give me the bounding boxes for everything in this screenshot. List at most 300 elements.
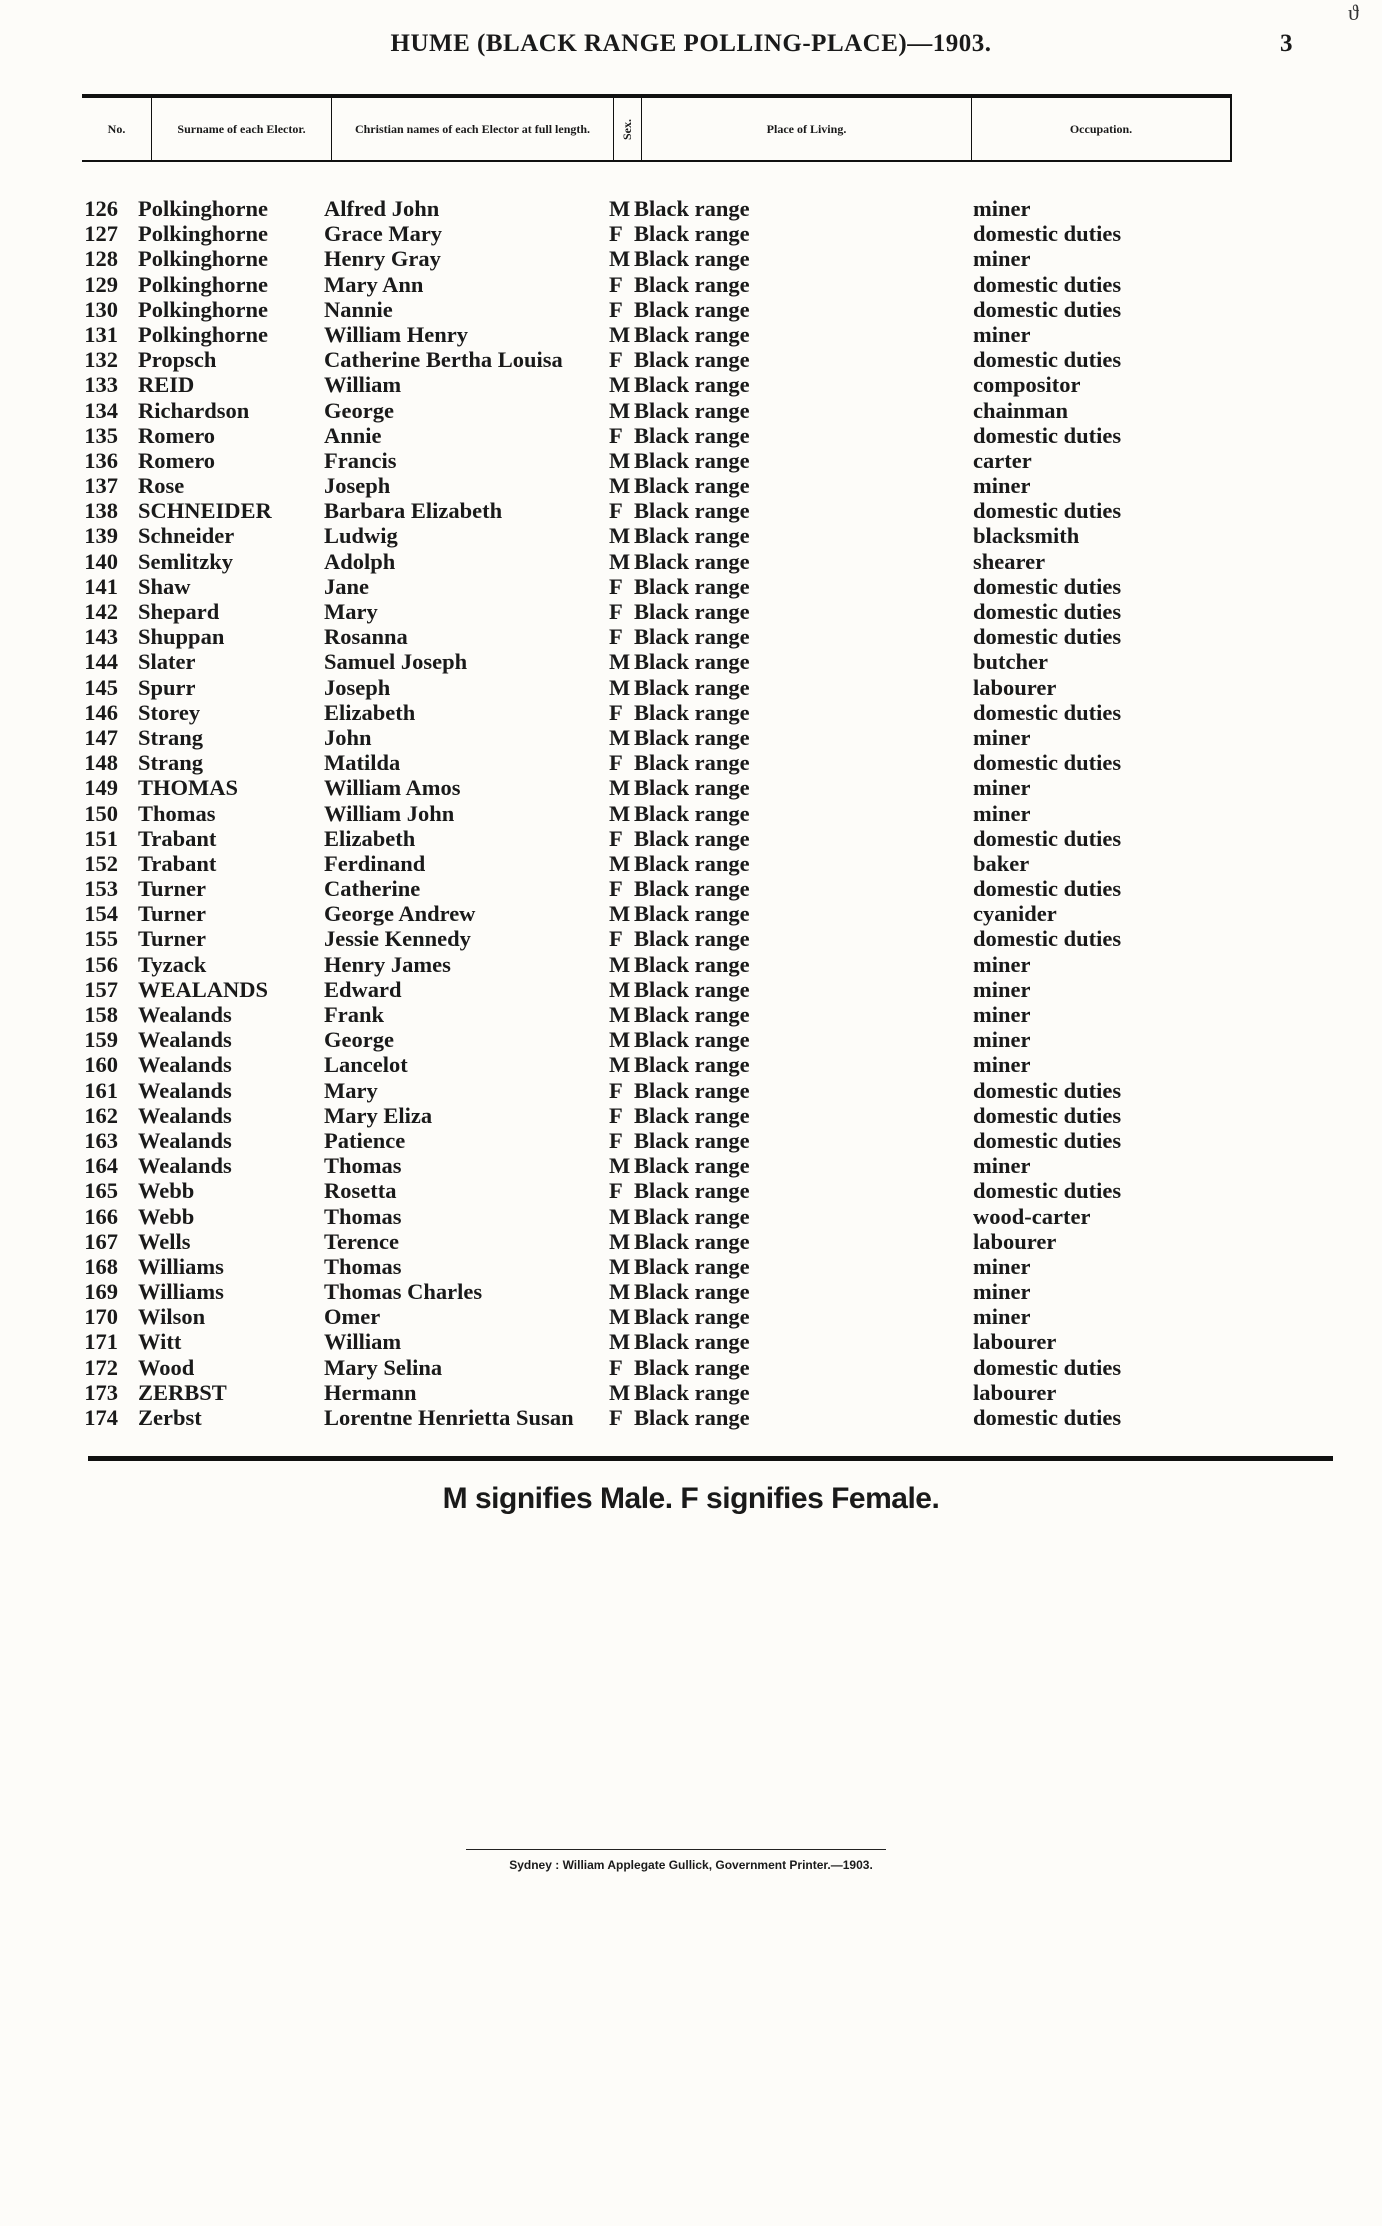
cell-christian: Adolph — [324, 548, 396, 574]
cell-surname: Polkinghorne — [138, 271, 269, 297]
cell-place: Black range — [634, 271, 750, 297]
cell-sex: F — [609, 926, 623, 952]
corner-mark: ϑ — [1348, 0, 1359, 25]
cell-occupation: domestic duties — [973, 876, 1122, 902]
cell-christian: Hermann — [324, 1379, 417, 1405]
cell-place: Black range — [634, 548, 750, 574]
cell-no: 153 — [84, 876, 118, 902]
cell-no: 167 — [84, 1228, 118, 1254]
cell-occupation: miner — [973, 1279, 1031, 1305]
cell-occupation: miner — [973, 246, 1031, 272]
cell-no: 156 — [84, 951, 118, 977]
cell-place: Black range — [634, 573, 750, 599]
cell-occupation: blacksmith — [973, 523, 1080, 549]
cell-occupation: domestic duties — [973, 498, 1122, 524]
cell-surname: Shaw — [138, 573, 191, 599]
cell-sex: M — [609, 372, 631, 398]
cell-surname: Polkinghorne — [138, 321, 269, 347]
cell-occupation: domestic duties — [973, 599, 1122, 624]
cell-sex: F — [609, 599, 623, 624]
cell-place: Black range — [634, 246, 750, 272]
cell-sex: M — [609, 649, 631, 675]
cell-sex: M — [609, 1027, 631, 1053]
cell-christian: Rosanna — [324, 624, 408, 650]
cell-surname: Propsch — [138, 347, 217, 373]
cell-surname: Trabant — [138, 850, 217, 876]
cell-place: Black range — [634, 976, 750, 1002]
cell-place: Black range — [634, 1052, 750, 1078]
cell-no: 140 — [84, 548, 118, 574]
cell-place: Black range — [634, 1304, 750, 1330]
cell-no: 129 — [84, 271, 118, 297]
cell-occupation: chainman — [973, 397, 1069, 423]
cell-sex: F — [609, 498, 623, 524]
cell-christian: Thomas — [324, 1153, 402, 1179]
cell-place: Black range — [634, 1279, 750, 1305]
cell-surname: Strang — [138, 724, 204, 750]
cell-surname: Wood — [138, 1354, 195, 1380]
header-sex — [614, 98, 642, 160]
cell-surname: Turner — [138, 876, 206, 902]
cell-place: Black range — [634, 724, 750, 750]
cell-surname: Zerbst — [138, 1405, 202, 1430]
cell-sex: F — [609, 876, 623, 902]
cell-no: 166 — [84, 1203, 118, 1229]
cell-place: Black range — [634, 775, 750, 801]
cell-christian: William Amos — [324, 775, 461, 801]
cell-occupation: carter — [973, 447, 1032, 473]
cell-sex: M — [609, 1329, 631, 1355]
cell-place: Black range — [634, 699, 750, 725]
cell-surname: Semlitzky — [138, 548, 233, 574]
cell-sex: F — [609, 1077, 623, 1103]
cell-occupation: domestic duties — [973, 422, 1122, 448]
cell-no: 130 — [84, 296, 118, 322]
cell-no: 152 — [84, 850, 118, 876]
cell-no: 142 — [84, 599, 118, 624]
cell-place: Black range — [634, 1077, 750, 1103]
cell-sex: M — [609, 523, 631, 549]
cell-place: Black range — [634, 422, 750, 448]
cell-occupation: miner — [973, 800, 1031, 826]
cell-place: Black range — [634, 1354, 750, 1380]
cell-occupation: compositor — [973, 372, 1081, 398]
cell-occupation: labourer — [973, 1379, 1057, 1405]
cell-no: 157 — [84, 976, 118, 1002]
cell-sex: F — [609, 296, 623, 322]
cell-sex: M — [609, 1379, 631, 1405]
cell-occupation: domestic duties — [973, 825, 1122, 851]
cell-place: Black range — [634, 296, 750, 322]
cell-place: Black range — [634, 800, 750, 826]
cell-no: 128 — [84, 246, 118, 272]
cell-no: 170 — [84, 1304, 118, 1330]
cell-no: 132 — [84, 347, 118, 373]
cell-place: Black range — [634, 649, 750, 675]
cell-sex: F — [609, 573, 623, 599]
cell-place: Black range — [634, 473, 750, 499]
cell-place: Black range — [634, 1253, 750, 1279]
cell-surname: Wealands — [138, 1052, 232, 1078]
cell-no: 137 — [84, 473, 118, 499]
cell-no: 127 — [84, 221, 118, 247]
cell-place: Black range — [634, 1228, 750, 1254]
cell-christian: Joseph — [324, 674, 391, 700]
header-surname: Surname of each Elector. — [152, 98, 332, 160]
cell-place: Black range — [634, 1405, 750, 1430]
cell-christian: Grace Mary — [324, 221, 443, 247]
cell-sex: F — [609, 422, 623, 448]
cell-sex: M — [609, 674, 631, 700]
cell-christian: Annie — [324, 422, 382, 448]
cell-no: 173 — [84, 1379, 118, 1405]
cell-sex: F — [609, 347, 623, 373]
cell-surname: SCHNEIDER — [138, 498, 272, 524]
cell-surname: Witt — [138, 1329, 182, 1355]
header-sex-label: Sex. — [620, 118, 634, 140]
cell-occupation: miner — [973, 724, 1031, 750]
cell-christian: Barbara Elizabeth — [324, 498, 503, 524]
cell-occupation: domestic duties — [973, 1405, 1122, 1430]
cell-surname: Thomas — [138, 800, 216, 826]
cell-surname: Schneider — [138, 523, 235, 549]
cell-surname: Turner — [138, 926, 206, 952]
cell-place: Black range — [634, 196, 750, 221]
cell-surname: Richardson — [138, 397, 250, 423]
cell-sex: M — [609, 1052, 631, 1078]
cell-sex: M — [609, 850, 631, 876]
cell-sex: M — [609, 246, 631, 272]
cell-occupation: labourer — [973, 674, 1057, 700]
cell-no: 168 — [84, 1253, 118, 1279]
cell-no: 149 — [84, 775, 118, 801]
cell-occupation: miner — [973, 976, 1031, 1002]
cell-occupation: domestic duties — [973, 1178, 1122, 1204]
cell-place: Black range — [634, 750, 750, 776]
cell-sex: F — [609, 624, 623, 650]
cell-no: 174 — [84, 1405, 118, 1430]
cell-sex: M — [609, 951, 631, 977]
cell-surname: Webb — [138, 1178, 195, 1204]
cell-occupation: domestic duties — [973, 296, 1122, 322]
cell-christian: George — [324, 397, 394, 423]
sex-legend: M signifies Male. F signifies Female. — [442, 1482, 940, 1515]
cell-sex: M — [609, 1253, 631, 1279]
cell-place: Black range — [634, 1027, 750, 1053]
cell-christian: Alfred John — [324, 196, 440, 221]
cell-christian: Samuel Joseph — [324, 649, 468, 675]
cell-christian: Mary — [324, 1077, 378, 1103]
cell-christian: Lancelot — [324, 1052, 408, 1078]
cell-occupation: miner — [973, 1253, 1031, 1279]
cell-surname: Polkinghorne — [138, 296, 269, 322]
cell-sex: M — [609, 397, 631, 423]
cell-occupation: wood-carter — [973, 1203, 1091, 1229]
cell-surname: Webb — [138, 1203, 195, 1229]
header-occupation: Occupation. — [972, 98, 1232, 160]
cell-sex: F — [609, 1102, 623, 1128]
cell-christian: Lorentne Henrietta Susan — [324, 1405, 574, 1430]
cell-surname: ZERBST — [138, 1379, 227, 1405]
cell-christian: William — [324, 372, 402, 398]
cell-sex: M — [609, 976, 631, 1002]
cell-place: Black range — [634, 1379, 750, 1405]
cell-occupation: baker — [973, 850, 1030, 876]
cell-occupation: domestic duties — [973, 347, 1122, 373]
cell-no: 165 — [84, 1178, 118, 1204]
cell-surname: Wealands — [138, 1027, 232, 1053]
header-christian-names: Christian names of each Elector at full length. — [332, 98, 614, 160]
cell-christian: William Henry — [324, 321, 468, 347]
cell-place: Black range — [634, 523, 750, 549]
cell-surname: Polkinghorne — [138, 196, 269, 221]
cell-christian: Jessie Kennedy — [324, 926, 471, 952]
cell-christian: William — [324, 1329, 402, 1355]
cell-place: Black range — [634, 599, 750, 624]
cell-no: 169 — [84, 1279, 118, 1305]
cell-christian: Edward — [324, 976, 402, 1002]
cell-place: Black range — [634, 951, 750, 977]
cell-occupation: domestic duties — [973, 573, 1122, 599]
cell-christian: Henry Gray — [324, 246, 441, 272]
cell-sex: F — [609, 750, 623, 776]
cell-place: Black range — [634, 674, 750, 700]
cell-christian: Mary Ann — [324, 271, 424, 297]
cell-occupation: domestic duties — [973, 750, 1122, 776]
cell-surname: Wells — [138, 1228, 191, 1254]
cell-christian: Thomas Charles — [324, 1279, 483, 1305]
cell-occupation: miner — [973, 1052, 1031, 1078]
cell-sex: M — [609, 724, 631, 750]
cell-surname: Tyzack — [138, 951, 207, 977]
cell-place: Black range — [634, 372, 750, 398]
cell-no: 136 — [84, 447, 118, 473]
cell-surname: Turner — [138, 901, 206, 927]
printer-rule — [466, 1849, 886, 1850]
cell-sex: M — [609, 800, 631, 826]
cell-surname: Wealands — [138, 1077, 232, 1103]
cell-sex: F — [609, 1127, 623, 1153]
cell-christian: Catherine — [324, 876, 421, 902]
cell-surname: Romero — [138, 422, 216, 448]
cell-christian: George Andrew — [324, 901, 476, 927]
cell-surname: Wilson — [138, 1304, 206, 1330]
cell-christian: Ferdinand — [324, 850, 426, 876]
cell-place: Black range — [634, 397, 750, 423]
header-no: No. — [82, 98, 152, 160]
cell-place: Black range — [634, 1127, 750, 1153]
cell-christian: Mary Selina — [324, 1354, 443, 1380]
cell-occupation: miner — [973, 321, 1031, 347]
cell-no: 143 — [84, 624, 118, 650]
cell-christian: William John — [324, 800, 455, 826]
cell-surname: Slater — [138, 649, 196, 675]
cell-occupation: miner — [973, 196, 1031, 221]
cell-occupation: cyanider — [973, 901, 1057, 927]
cell-surname: Wealands — [138, 1102, 232, 1128]
cell-no: 135 — [84, 422, 118, 448]
cell-christian: Elizabeth — [324, 699, 416, 725]
cell-sex: M — [609, 321, 631, 347]
cell-occupation: shearer — [973, 548, 1046, 574]
cell-sex: M — [609, 548, 631, 574]
cell-place: Black range — [634, 624, 750, 650]
table-header — [82, 94, 1232, 162]
cell-occupation: labourer — [973, 1329, 1057, 1355]
bottom-rule — [88, 1456, 1333, 1461]
cell-surname: Williams — [138, 1253, 224, 1279]
cell-place: Black range — [634, 1153, 750, 1179]
cell-occupation: domestic duties — [973, 1354, 1122, 1380]
cell-place: Black range — [634, 1203, 750, 1229]
cell-no: 147 — [84, 724, 118, 750]
cell-place: Black range — [634, 1002, 750, 1027]
cell-surname: REID — [138, 372, 195, 398]
cell-occupation: miner — [973, 951, 1031, 977]
cell-no: 148 — [84, 750, 118, 776]
cell-no: 155 — [84, 926, 118, 952]
cell-no: 139 — [84, 523, 118, 549]
cell-surname: Williams — [138, 1279, 224, 1305]
cell-surname: THOMAS — [138, 775, 239, 801]
cell-place: Black range — [634, 876, 750, 902]
cell-place: Black range — [634, 321, 750, 347]
cell-sex: M — [609, 473, 631, 499]
cell-occupation: butcher — [973, 649, 1048, 675]
cell-place: Black range — [634, 850, 750, 876]
cell-occupation: miner — [973, 1153, 1031, 1179]
cell-occupation: domestic duties — [973, 624, 1122, 650]
cell-no: 133 — [84, 372, 118, 398]
cell-sex: M — [609, 196, 631, 221]
cell-christian: Mary Eliza — [324, 1102, 433, 1128]
cell-christian: Jane — [324, 573, 369, 599]
cell-occupation: domestic duties — [973, 1102, 1122, 1128]
cell-christian: Thomas — [324, 1203, 402, 1229]
cell-sex: M — [609, 1279, 631, 1305]
cell-no: 158 — [84, 1002, 118, 1027]
cell-occupation: miner — [973, 1002, 1031, 1027]
cell-sex: M — [609, 901, 631, 927]
cell-surname: Polkinghorne — [138, 246, 269, 272]
cell-place: Black range — [634, 926, 750, 952]
cell-no: 172 — [84, 1354, 118, 1380]
cell-occupation: labourer — [973, 1228, 1057, 1254]
cell-occupation: miner — [973, 473, 1031, 499]
cell-surname: Wealands — [138, 1002, 232, 1027]
cell-surname: Wealands — [138, 1153, 232, 1179]
cell-no: 159 — [84, 1027, 118, 1053]
cell-sex: M — [609, 1228, 631, 1254]
cell-christian: Catherine Bertha Louisa — [324, 347, 563, 373]
cell-place: Black range — [634, 825, 750, 851]
cell-no: 160 — [84, 1052, 118, 1078]
cell-christian: Francis — [324, 447, 397, 473]
cell-occupation: domestic duties — [973, 1127, 1122, 1153]
cell-place: Black range — [634, 1329, 750, 1355]
cell-sex: M — [609, 775, 631, 801]
cell-surname: Rose — [138, 473, 185, 499]
cell-sex: F — [609, 221, 623, 247]
cell-occupation: miner — [973, 1304, 1031, 1330]
cell-sex: F — [609, 1405, 623, 1430]
cell-surname: Storey — [138, 699, 201, 725]
cell-surname: Shuppan — [138, 624, 225, 650]
cell-no: 171 — [84, 1329, 118, 1355]
cell-surname: Romero — [138, 447, 216, 473]
cell-occupation: domestic duties — [973, 926, 1122, 952]
page-title: HUME (BLACK RANGE POLLING-PLACE)—1903. — [390, 30, 992, 57]
cell-no: 134 — [84, 397, 118, 423]
cell-place: Black range — [634, 347, 750, 373]
cell-christian: Thomas — [324, 1253, 402, 1279]
cell-sex: F — [609, 699, 623, 725]
cell-surname: Wealands — [138, 1127, 232, 1153]
cell-christian: Elizabeth — [324, 825, 416, 851]
cell-surname: Spurr — [138, 674, 196, 700]
printer-imprint: Sydney : William Applegate Gullick, Government Printer.—1903. — [509, 1858, 873, 1872]
cell-occupation: domestic duties — [973, 699, 1122, 725]
cell-no: 163 — [84, 1127, 118, 1153]
cell-christian: Joseph — [324, 473, 391, 499]
cell-surname: Strang — [138, 750, 204, 776]
cell-no: 162 — [84, 1102, 118, 1128]
cell-sex: M — [609, 447, 631, 473]
cell-christian: John — [324, 724, 372, 750]
cell-place: Black range — [634, 447, 750, 473]
cell-place: Black range — [634, 1102, 750, 1128]
cell-sex: M — [609, 1203, 631, 1229]
cell-no: 146 — [84, 699, 118, 725]
cell-christian: Ludwig — [324, 523, 398, 549]
cell-occupation: domestic duties — [973, 271, 1122, 297]
cell-christian: Omer — [324, 1304, 381, 1330]
cell-surname: WEALANDS — [138, 976, 269, 1002]
page-number: 3 — [1280, 30, 1293, 57]
cell-sex: F — [609, 1178, 623, 1204]
cell-no: 161 — [84, 1077, 118, 1103]
cell-sex: M — [609, 1153, 631, 1179]
cell-no: 151 — [84, 825, 118, 851]
cell-no: 150 — [84, 800, 118, 826]
cell-place: Black range — [634, 1178, 750, 1204]
cell-sex: M — [609, 1304, 631, 1330]
cell-no: 154 — [84, 901, 118, 927]
cell-surname: Trabant — [138, 825, 217, 851]
cell-christian: George — [324, 1027, 394, 1053]
cell-sex: F — [609, 271, 623, 297]
cell-no: 164 — [84, 1153, 118, 1179]
cell-place: Black range — [634, 221, 750, 247]
cell-sex: F — [609, 1354, 623, 1380]
cell-no: 141 — [84, 573, 118, 599]
cell-christian: Mary — [324, 599, 378, 624]
cell-christian: Patience — [324, 1127, 406, 1153]
cell-occupation: miner — [973, 775, 1031, 801]
cell-surname: Polkinghorne — [138, 221, 269, 247]
cell-no: 144 — [84, 649, 118, 675]
cell-christian: Matilda — [324, 750, 401, 776]
cell-occupation: domestic duties — [973, 1077, 1122, 1103]
cell-surname: Shepard — [138, 599, 220, 624]
cell-no: 145 — [84, 674, 118, 700]
cell-occupation: domestic duties — [973, 221, 1122, 247]
cell-christian: Henry James — [324, 951, 451, 977]
cell-christian: Rosetta — [324, 1178, 397, 1204]
cell-no: 131 — [84, 321, 118, 347]
cell-sex: F — [609, 825, 623, 851]
cell-no: 126 — [84, 196, 118, 221]
